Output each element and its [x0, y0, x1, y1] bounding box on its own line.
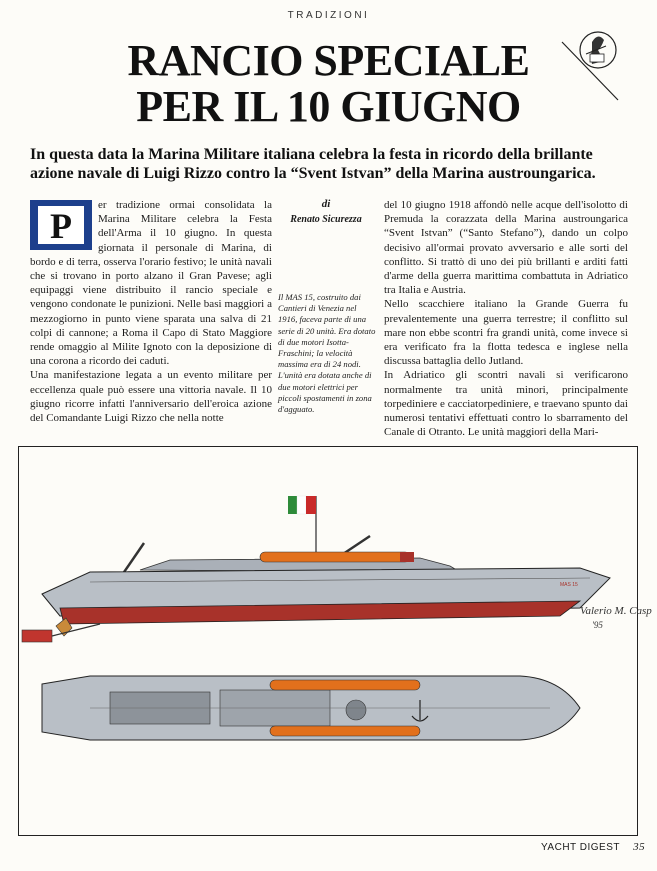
column-3-paragraph-2: Nello scacchiere italiano la Grande Guerra fu prevalentemente una guerra terrestre; il conflitto sul mare non ebbe scontri fra grandi unità, come invece si era verificato fra la flotta tedesca e inglese nella discussa battaglia dello Jutland. [384, 298, 628, 368]
byline-di: di [321, 198, 331, 210]
column-1 [30, 198, 272, 425]
title-line-2: PER IL 10 GIUGNO [136, 82, 521, 131]
column-1-paragraph-2: Una manifestazione legata a un evento militare per eccellenza quale può essere una vittoria navale. Il 10 giugno ricorre infatti l'anniversario dell'eroica azione del Comandante Luigi Rizzo che nella notte [30, 369, 272, 425]
dropcap-p [30, 200, 92, 250]
dropcap-letter: P [50, 206, 72, 246]
byline [278, 198, 374, 225]
title-line-1: RANCIO SPECIALE [127, 36, 530, 85]
illustration-caption: Il MAS 15, costruito dai Cantieri di Venezia nel 1916, faceva parte di una serie di 20 unità. Era dotato di due motori Isotta-Fraschini; la velocità massima era di 24 nodi. L'unità era dotata anche di due motori elettrici per piccoli spostamenti in zona d'agguato. [278, 292, 376, 415]
torpedo-side [260, 552, 410, 562]
artist-signature: Valerio M. Casp [580, 605, 652, 617]
artist-year: '95 [592, 620, 603, 630]
mas15-illustration [20, 448, 652, 834]
flag-green-stripe [288, 496, 297, 514]
flag-red-stripe [306, 496, 316, 514]
boat-side-view [22, 496, 652, 642]
column-3 [384, 198, 628, 439]
column-3-paragraph-3: In Adriatico gli scontri navali si verificarono normalmente tra unità minori, principalmente torpediniere e cacciatorpediniere, e traevano spunto dai numerosi tentativi effettuati contro lo sbarramento del Canale di Otranto. Le unità maggiori della Mari- [384, 369, 628, 439]
torpedo-starboard [270, 726, 420, 736]
torpedo-port [270, 680, 420, 690]
byline-author: Renato Sicurezza [290, 214, 362, 225]
column-1-paragraph-1: er tradizione ormai consolidata la Marina Militare celebra la Festa dell'Arma il 10 giugno. In questa giornata il personale di Marina, di bordo e di terra, osserva l'orario festivo; le unità navali che si trovano in porto alzano il Gran Pavese; agli equipaggi viene distribuito il rancio speciale e vengono condonate le punizioni. Nelle basi maggiori a mezzogiorno in punto viene sparata una salva di 21 colpi di cannone; a Roma il Capo di Stato Maggiore rende omaggio al Milite Ignoto con la deposizione di una corona a ricordo dei caduti. [30, 199, 272, 368]
boat-plan-view [42, 676, 580, 740]
hull-code: MAS 15 [560, 582, 578, 588]
article-lead: In questa data la Marina Militare italiana celebra la festa in ricordo della brillante azione navale di Luigi Rizzo contro la “Svent Istvan” della Marina austroungarica. [30, 146, 596, 182]
column-3-paragraph-1: del 10 giugno 1918 affondò nelle acque dell'isolotto di Premuda la corazzata della Marina austroungarica “Svent Istvan” (“Santo Stefano”), dando un colpo decisivo all'ormai provato avversario e alle sorti del conflitto. Si trattò di uno dei più brillanti e arditi fatti d'arme della guerra marittima combattuta in Adriatico tra Italia e Austria. [384, 199, 628, 297]
article-title [0, 38, 657, 130]
flag-white-stripe [297, 496, 306, 514]
section-label: TRADIZIONI [287, 10, 370, 21]
rudder [22, 630, 52, 642]
magazine-name: YACHT DIGEST [541, 842, 620, 853]
page-number: 35 [633, 841, 646, 853]
page-footer [541, 841, 645, 853]
